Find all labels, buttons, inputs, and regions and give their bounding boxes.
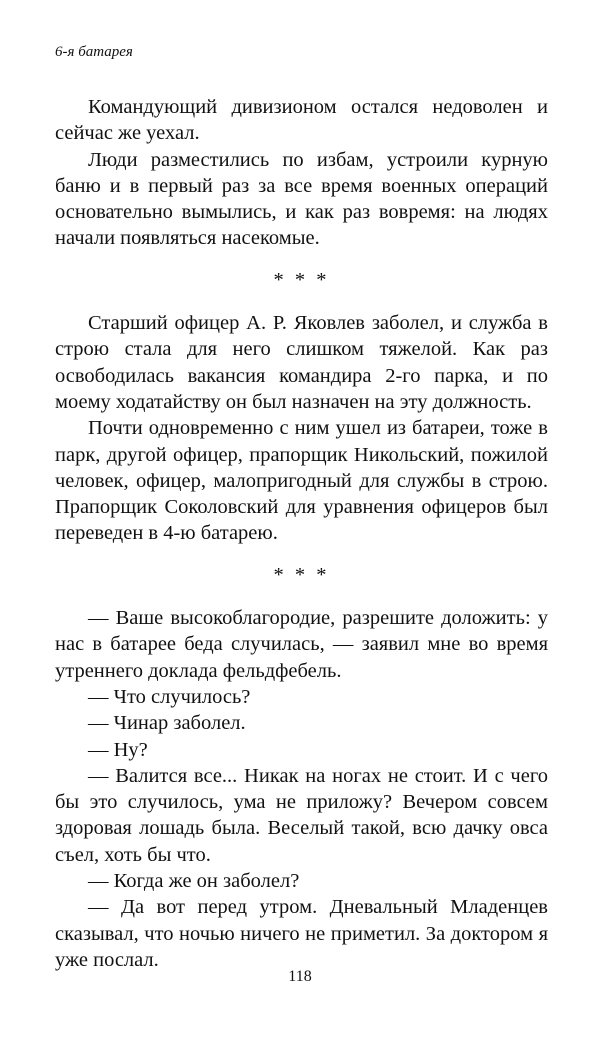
body-text (55, 94, 548, 973)
paragraph: — Валится все... Никак на ногах не стоит. И с чего бы это случилось, ума не приложу? Вечером совсем здоровая лошадь была. Веселый такой, всю дачку овса съел, хоть бы что. (55, 764, 548, 866)
page-number: 118 (288, 968, 312, 985)
paragraph: — Чинар заболел. (88, 712, 246, 735)
section-break: * * * (273, 268, 330, 291)
paragraph: Люди разместились по избам, устроили курную баню и в первый раз за все время военных операций основательно вымылись, и как раз вовремя: на людях начали появляться насекомые. (55, 148, 548, 250)
paragraph: — Ваше высокоблагородие, разрешите доложить: у нас в батарее беда случилась, — заявил мне во время утреннего доклада фельдфебель. (55, 607, 548, 682)
paragraph: — Ну? (88, 738, 148, 761)
paragraph: Старший офицер А. Р. Яковлев заболел, и служба в строю стала для него слишком тяжелой. Как раз освободилась вакансия командира 2-го парка, и по моему ходатайству он был назначен на эту должность. (55, 312, 548, 413)
paragraph: — Что случилось? (88, 685, 251, 708)
paragraph: Почти одновременно с ним ушел из батареи, тоже в парк, другой офицер, прапорщик Никольский, пожилой человек, офицер, малопригодный для службы в строю. Прапорщик Соколовский для уравнения офицеров был переведен в 4-ю батарею. (55, 417, 548, 545)
running-header: 6-я батарея (55, 44, 133, 60)
paragraph: Командующий дивизионом остался недоволен и сейчас же уехал. (55, 96, 548, 145)
paragraph: — Когда же он заболел? (88, 870, 300, 893)
section-break: * * * (273, 563, 330, 586)
paragraph: — Да вот перед утром. Дневальный Младенцев сказывал, что ночью ничего не приметил. За доктором я уже послал. (55, 896, 548, 971)
